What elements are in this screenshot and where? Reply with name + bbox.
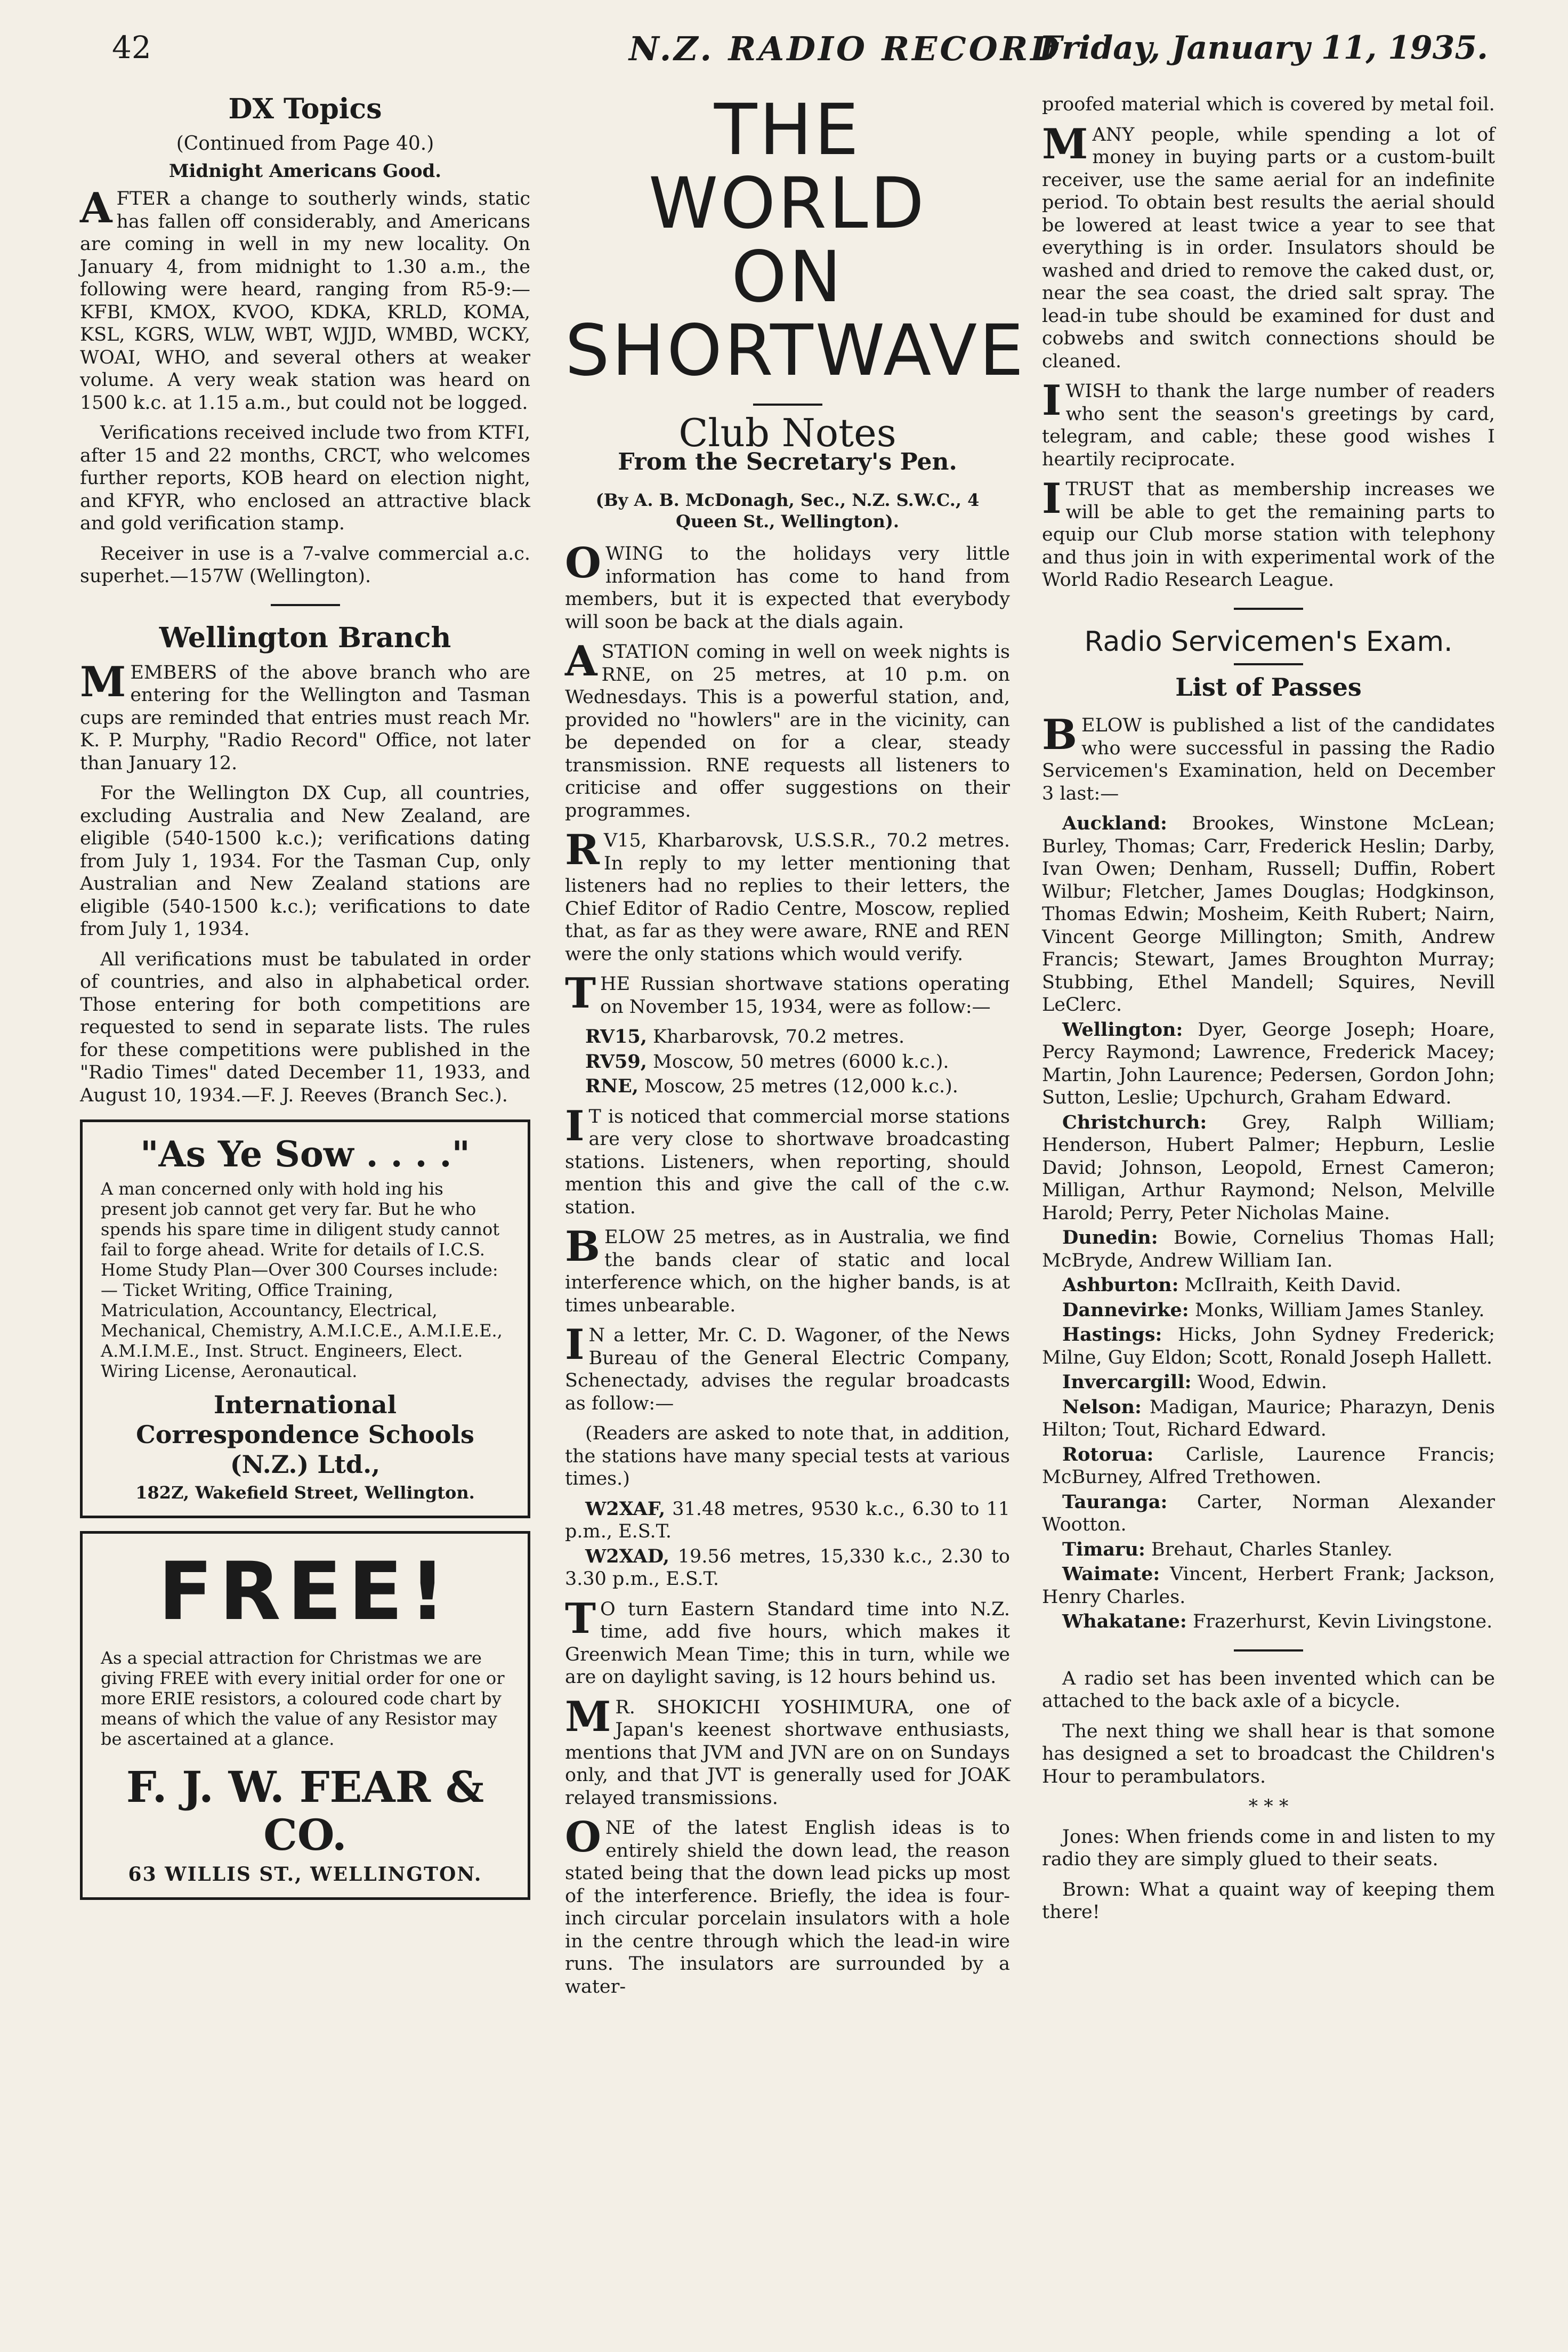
byline: (By A. B. McDonagh, Sec., N.Z. S.W.C., 4 Queen St., Wellington). bbox=[595, 490, 980, 531]
pass-entry: Rotorua: Carlisle, Laurence Francis; McBurney, Alfred Trethowen. bbox=[1042, 1443, 1495, 1488]
dx-paragraph-3: Receiver in use is a 7-valve commercial a.c. superhet.—157W (Wellington). bbox=[80, 543, 530, 587]
drop-cap: M bbox=[1042, 119, 1088, 168]
issue-date: Friday, January 11, 1935. bbox=[1039, 29, 1488, 67]
drop-cap: M bbox=[565, 1692, 611, 1741]
divider bbox=[271, 604, 340, 606]
ad-address: 63 WILLIS ST., WELLINGTON. bbox=[128, 1863, 482, 1886]
divider bbox=[1234, 663, 1303, 665]
club-paragraph: I WISH to thank the large number of readers who sent the season's greetings by card, telegram, and cable; these good wishes I heartily reciprocate. bbox=[1042, 376, 1495, 470]
station-entry: RV15, Kharbarovsk, 70.2 metres. bbox=[585, 1026, 905, 1048]
shortwave-paragraph: ONE of the latest English ideas is to entirely shield the down lead, the reason stated being that the down lead picks up most of the interference. Briefly, the idea is four-inch circular porcelain insulators with a hole in the centre through which the lead-in wire runs. The insulators are surrounded by a water- bbox=[565, 1813, 1010, 1997]
wellington-paragraph-2: For the Wellington DX Cup, all countries, excluding Australia and New Zealand, are eligible (540-1500 k.c.); verifications dating from July 1, 1934. For the Tasman Cup, only Australian and New Zealand stations are eligible (540-1500 k.c.); verifications to date from July 1, 1934. bbox=[80, 783, 530, 940]
ad-company: F. J. W. FEAR & CO. bbox=[126, 1762, 484, 1860]
exam-title: Radio Servicemen's Exam. bbox=[1084, 625, 1453, 658]
drop-cap: M bbox=[80, 657, 126, 706]
pass-entry: Wellington: Dyer, George Joseph; Hoare, Percy Raymond; Lawrence, Frederick Macey; Martin, John Laurence; Pedersen, Gordon John; Sutton, Leslie; Upchurch, Graham Edward. bbox=[1042, 1018, 1495, 1108]
dx-paragraph-2: Verifications received include two from KTFI, after 15 and 22 months, CRCT, who welcomes further reports, KOB heard on election night, and KFYR, who enclosed an attractive black and gold verification stamp. bbox=[80, 422, 530, 534]
drop-cap: O bbox=[565, 1813, 601, 1862]
shortwave-paragraph: M R. SHOKICHI YOSHIMURA, one of Japan's keenest shortwave enthusiasts, mentions that JVM and JVN are on on Sundays only, and that JVT is generally used for JOAK relayed transmissions. bbox=[565, 1692, 1010, 1809]
shortwave-paragraph: THE Russian shortwave stations operating on November 15, 1934, were as follow:— bbox=[565, 969, 1010, 1018]
ad-headline: "As Ye Sow . . . ." bbox=[140, 1133, 470, 1175]
pass-entry: Hastings: Hicks, John Sydney Frederick; Milne, Guy Eldon; Scott, Ronald Joseph Hallett. bbox=[1042, 1324, 1495, 1368]
pass-entry: Tauranga: Carter, Norman Alexander Wootton. bbox=[1042, 1491, 1495, 1535]
shortwave-paragraphs bbox=[565, 539, 1010, 1018]
joke-2: The next thing we shall hear is that somone has designed a set to broadcast the Children's Hour to perambulators. bbox=[1042, 1720, 1495, 1787]
ad-address: 182Z, Wakefield Street, Wellington. bbox=[135, 1483, 475, 1503]
shortwave-title-line-1: THE WORLD bbox=[648, 89, 927, 245]
pass-entry: Christchurch: Grey, Ralph William; Henderson, Hubert Palmer; Hepburn, Leslie David; Johnson, Leopold, Ernest Cameron; Milligan, Arthur Raymond; Nelson, Melville Harold; Perry, Peter Nicholas Maine. bbox=[1042, 1111, 1495, 1224]
joke-4: Brown: What a quaint way of keeping them there! bbox=[1042, 1879, 1495, 1923]
ad-company: International Correspondence Schools (N.Z.) Ltd., bbox=[136, 1390, 474, 1479]
drop-cap: R bbox=[565, 826, 600, 874]
drop-cap: I bbox=[1042, 474, 1062, 523]
drop-cap: B bbox=[565, 1222, 600, 1271]
shortwave-title-line-2: ON bbox=[731, 236, 844, 318]
drop-cap: A bbox=[565, 637, 597, 686]
pass-entry: Ashburton: McIlraith, Keith David. bbox=[1062, 1274, 1402, 1296]
pass-list bbox=[1042, 812, 1495, 1633]
shortwave-paragraph: I T is noticed that commercial morse stations are very close to shortwave broadcasting stations. Listeners, when reporting, should mention this and give the call of the c.w. station. bbox=[565, 1101, 1010, 1218]
pass-entry: Waimate: Vincent, Herbert Frank; Jackson, Henry Charles. bbox=[1042, 1563, 1495, 1608]
ad-headline: FREE! bbox=[158, 1545, 452, 1638]
pass-entry: Whakatane: Frazerhurst, Kevin Livingstone. bbox=[1062, 1610, 1493, 1632]
readers-note: (Readers are asked to note that, in addition, the stations have many special tests at various times.) bbox=[565, 1423, 1010, 1489]
joke-3: Jones: When friends come in and listen to my radio they are simply glued to their seats. bbox=[1042, 1826, 1495, 1870]
ge-stations-list bbox=[565, 1498, 1010, 1591]
column-1 bbox=[80, 93, 530, 1913]
dx-topics-title: DX Topics bbox=[228, 93, 382, 125]
divider bbox=[1234, 608, 1303, 610]
club-notes-continued bbox=[1042, 119, 1495, 592]
joke-1: A radio set has been invented which can be attached to the back axle of a bicycle. bbox=[1042, 1668, 1495, 1712]
shortwave-paragraph: I N a letter, Mr. C. D. Wagoner, of the News Bureau of the General Electric Company, Schenectady, advises the regular broadcasts as follow:— bbox=[565, 1320, 1010, 1414]
drop-cap: T bbox=[565, 969, 596, 1018]
divider bbox=[1234, 1649, 1303, 1652]
column-2 bbox=[565, 89, 1026, 2005]
ad-body: As a special attraction for Christmas we are giving FREE with every initial order for one or more ERIE resistors, a coloured code chart by means of which the value of any Resistor may be ascertained at a glance. bbox=[101, 1648, 505, 1749]
dx-paragraph-1: AFTER a change to southerly winds, static has fallen off considerably, and Americans are coming in well in my new locality. On January 4, from midnight to 1.30 a.m., the following were heard, ranging from R5-9:—KFBI, KMOX, KVOO, KDKA, KRLD, KOMA, KSL, KGRS, WLW, WBT, WJJD, WMBD, WCKY, WOAI, WHO, and several others at weaker volume. A very weak station was heard on 1500 k.c. at 1.15 a.m., but could not be logged. bbox=[80, 184, 530, 414]
shortwave-paragraph: BELOW 25 metres, as in Australia, we find the bands clear of static and local interference which, on the higher bands, is at times unbearable. bbox=[565, 1222, 1010, 1316]
shortwave-paragraph: A STATION coming in well on week nights is RNE, on 25 metres, at 10 p.m. on Wednesdays. This is a powerful station, and, provided no "howlers" are in the vicinity, can be depended on for a clear, steady transmission. RNE requests all listeners to criticise and offer suggestions on their programmes. bbox=[565, 637, 1010, 821]
secretary-subheading: From the Secretary's Pen. bbox=[618, 448, 957, 476]
page-header bbox=[80, 29, 1488, 77]
column-3 bbox=[1042, 93, 1495, 1931]
wellington-paragraph-1: MEMBERS of the above branch who are entering for the Wellington and Tasman cups are reminded that entries must reach Mr. K. P. Murphy, "Radio Record" Office, not later than January 12. bbox=[80, 657, 530, 774]
drop-cap: A bbox=[80, 184, 112, 232]
shortwave-paragraph: OWING to the holidays very little information has come to hand from members, but it is expected that everybody will soon be back at the dials again. bbox=[565, 539, 1010, 633]
dx-subhead: Midnight Americans Good. bbox=[168, 160, 442, 182]
shortwave-paragraphs-3 bbox=[565, 1594, 1010, 1999]
club-paragraph: I TRUST that as membership increases we will be able to get the remaining parts to equip our Club morse station with telephony and thus join in with experimental work of the World Radio Research League. bbox=[1042, 474, 1495, 591]
divider bbox=[753, 404, 822, 406]
exam-intro: BELOW is published a list of the candidates who were successful in passing the Radio Servicemen's Examination, held on December 3 last:— bbox=[1042, 711, 1495, 804]
station-entry: W2XAF, 31.48 metres, 9530 k.c., 6.30 to 11 p.m., E.S.T. bbox=[565, 1497, 1010, 1542]
shortwave-paragraph: R V15, Kharbarovsk, U.S.S.R., 70.2 metres. In reply to my letter mentioning that listeners had no replies to their letters, the Chief Editor of Radio Centre, Moscow, replied that, as far as they were aware, RNE and REN were the only stations which would verify. bbox=[565, 826, 1010, 965]
drop-cap: I bbox=[1042, 376, 1062, 425]
pass-entry: Timaru: Brehaut, Charles Stanley. bbox=[1062, 1538, 1393, 1560]
ics-advertisement bbox=[80, 1119, 530, 1518]
drop-cap: I bbox=[565, 1320, 585, 1369]
pass-entry: Nelson: Madigan, Maurice; Pharazyn, Denis Hilton; Tout, Richard Edward. bbox=[1042, 1396, 1495, 1440]
drop-cap: O bbox=[565, 539, 601, 587]
page-number: 42 bbox=[112, 29, 151, 66]
wellington-paragraph-3: All verifications must be tabulated in order of countries, and also in alphabetical order. Those entering for both competitions are requested to send in separate lists. The rules for these competitions were published in the "Radio Times" dated December 11, 1933, and August 10, 1934.—F. J. Reeves (Branch Sec.). bbox=[80, 948, 530, 1106]
station-entry: RNE, Moscow, 25 metres (12,000 k.c.). bbox=[585, 1075, 958, 1097]
dx-continued: (Continued from Page 40.) bbox=[176, 133, 434, 155]
ad-body: A man concerned only with hold ing his present job cannot get very far. But he who spends his spare time in diligent study cannot fail to forge ahead. Write for details of I.C.S. Home Study Plan—Over 300 Courses include:— Ticket Writing, Office Training, Matriculation, Accountancy, Electrical, Mechanical, Chemistry, A.M.I.C.E., A.M.I.E.E., A.M.I.M.E., Inst. Struct. Engineers, Elect. Wiring License, Aeronautical. bbox=[101, 1179, 503, 1381]
russian-stations-list bbox=[565, 1026, 1010, 1098]
drop-cap: B bbox=[1042, 711, 1077, 759]
exam-subtitle: List of Passes bbox=[1175, 672, 1362, 702]
pass-entry: Dannevirke: Monks, William James Stanley. bbox=[1062, 1299, 1485, 1321]
wellington-branch-title: Wellington Branch bbox=[159, 621, 451, 654]
drop-cap: I bbox=[565, 1101, 585, 1150]
drop-cap: T bbox=[565, 1594, 596, 1643]
station-entry: W2XAD, 19.56 metres, 15,330 k.c., 2.30 to 3.30 p.m., E.S.T. bbox=[565, 1545, 1010, 1590]
shortwave-title-line-3: SHORTWAVE bbox=[565, 310, 1026, 392]
pass-entry: Invercargill: Wood, Edwin. bbox=[1062, 1371, 1327, 1393]
continuation-text: proofed material which is covered by metal foil. bbox=[1042, 94, 1495, 115]
stars-separator: * * * bbox=[1248, 1796, 1289, 1817]
club-paragraph: MANY people, while spending a lot of money in buying parts or a custom-built receiver, use the same aerial for an indefinite period. To obtain best results the aerial should be lowered at least twice a year to see that everything is in order. Insulators should be washed and dried to remove the caked dust, or, near the sea coast, the dried salt spray. The lead-in tube should be examined for dust and cobwebs and switch connections should be cleaned. bbox=[1042, 119, 1495, 372]
masthead: N.Z. RADIO RECORD bbox=[629, 29, 1062, 68]
free-advertisement bbox=[80, 1531, 530, 1900]
station-entry: RV59, Moscow, 50 metres (6000 k.c.). bbox=[585, 1050, 949, 1073]
shortwave-paragraphs-2 bbox=[565, 1101, 1010, 1415]
club-notes-heading: Club Notes bbox=[678, 410, 896, 455]
pass-entry: Auckland: Brookes, Winstone McLean; Burley, Thomas; Carr, Frederick Heslin; Darby, Ivan Owen; Denham, Russell; Duffin, Robert Wilbur; Fletcher, James Douglas; Hodgkinson, Thomas Edwin; Mosheim, Keith Rubert; Nairn, Vincent George Millington; Smith, Andrew Francis; Stewart, James Broughton Murray; Stubbing, Ethel Mandell; Squires, Nevill LeClerc. bbox=[1042, 812, 1495, 1016]
shortwave-paragraph: T O turn Eastern Standard time into N.Z. time, add five hours, which makes it Greenwich Mean Time; this in turn, while we are on daylight saving, is 12 hours behind us. bbox=[565, 1594, 1010, 1688]
pass-entry: Dunedin: Bowie, Cornelius Thomas Hall; McBryde, Andrew William Ian. bbox=[1042, 1227, 1495, 1271]
